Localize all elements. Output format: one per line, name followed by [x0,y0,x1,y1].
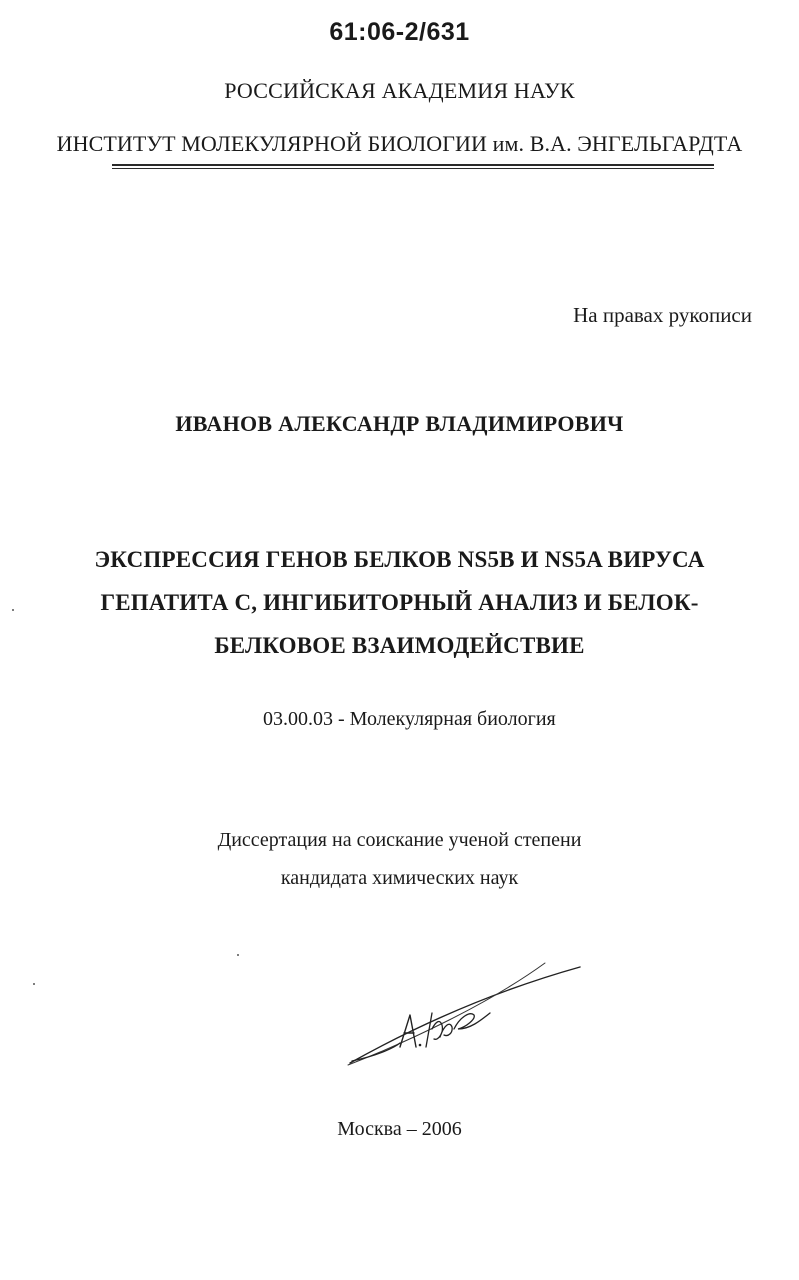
author-name: ИВАНОВ АЛЕКСАНДР ВЛАДИМИРОВИЧ [175,411,624,436]
specialty-code: 03.00.03 - Молекулярная биология [263,708,556,730]
scan-speck [237,954,239,956]
degree-statement [0,821,799,897]
shelfmark-stamp: 61:06-2/631 [329,18,470,46]
header-divider [112,164,714,166]
place-and-year: Москва – 2006 [337,1118,462,1140]
degree-line: Диссертация на соискание ученой степени [217,829,582,851]
title-line: ЭКСПРЕССИЯ ГЕНОВ БЕЛКОВ NS5B И NS5A ВИРУСА [94,547,705,572]
scan-speck [33,983,35,985]
title-line: БЕЛКОВОЕ ВЗАИМОДЕЙСТВИЕ [214,633,585,658]
dissertation-title [0,538,799,667]
institute-name: ИНСТИТУТ МОЛЕКУЛЯРНОЙ БИОЛОГИИ им. В.А. ЭНГЕЛЬГАРДТА [56,131,743,156]
header-divider-thin [112,168,714,169]
rights-note: На правах рукописи [573,303,752,327]
title-line: ГЕПАТИТА С, ИНГИБИТОРНЫЙ АНАЛИЗ И БЕЛОК- [100,590,699,615]
scan-speck [12,609,14,611]
degree-line: кандидата химических наук [280,867,519,889]
academy-name: РОССИЙСКАЯ АКАДЕМИЯ НАУК [224,78,575,103]
author-signature [340,955,590,1075]
